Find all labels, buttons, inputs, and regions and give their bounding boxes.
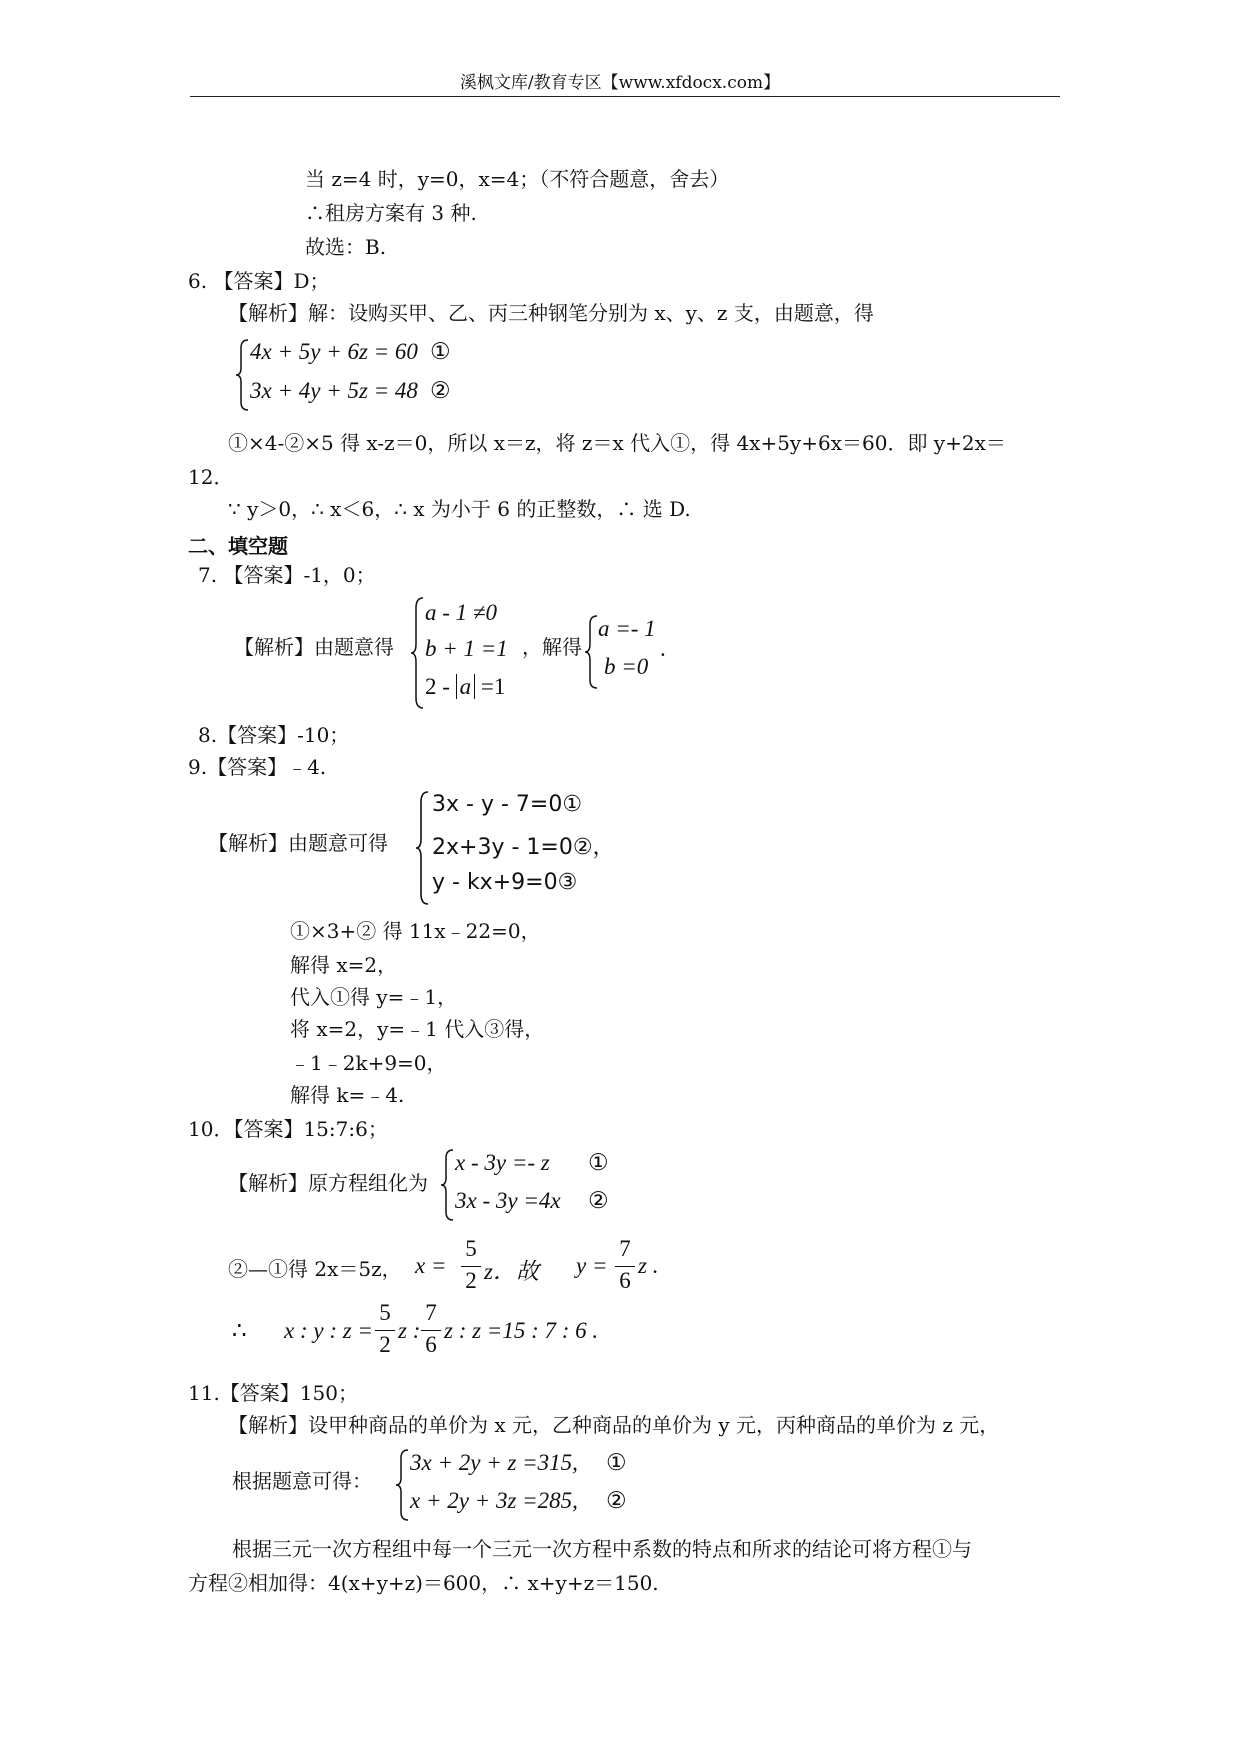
q11-line-1: 根据三元一次方程组中每一个三元一次方程中系数的特点和所求的结论可将方程①与 [232, 1537, 972, 1561]
q10-eq2: 3x - 3y =4x [455, 1188, 561, 1213]
q6-eq1-mark: ① [430, 339, 451, 364]
page-header: 溪枫文库/教育专区【www.xfdocx.com】 [459, 73, 781, 93]
header-rule [190, 96, 1060, 97]
section-title: 二、填空题 [188, 534, 288, 558]
q10-frac-3-bar [375, 1330, 395, 1331]
q9-step-1: ①×3+② 得 11x﹣22=0， [290, 919, 541, 943]
q9-eq1: 3x - y - 7=0① [432, 792, 583, 817]
q7-eq2: b + 1 =1 [425, 636, 508, 661]
q9-eq2 [432, 830, 615, 861]
q9-step-5: ﹣1﹣2k+9=0， [290, 1051, 447, 1075]
q6-eq1: 4x + 5y + 6z = 60 [250, 339, 418, 364]
q10-frac-2-bar [615, 1266, 635, 1267]
q10-frac-3-num: 5 [379, 1300, 391, 1325]
q6-eq2-mark: ② [430, 378, 451, 403]
q10-frac-2 [614, 1236, 636, 1296]
q7-eq1: a - 1 ≠0 [425, 600, 498, 625]
q10-ratio-c: z : z =15 : 7 : 6 . [444, 1318, 599, 1343]
q11-analysis: 【解析】设甲种商品的单价为 x 元，乙种商品的单价为 y 元，丙种商品的单价为 z 元， [228, 1413, 1000, 1437]
q7-eq3-abs: a [456, 674, 476, 699]
q11-line-2: 方程②相加得：4(x+y+z)＝600，∴ x+y+z＝150. [188, 1571, 659, 1595]
q11-eq1-mark: ① [606, 1450, 627, 1475]
q7-answer: 7. 【答案】-1，0； [198, 563, 376, 587]
q11-eq2-mark: ② [606, 1488, 627, 1513]
q9-step-4: 将 x=2，y=﹣1 代入③得， [290, 1017, 545, 1041]
q6-step1: ①×4-②×5 得 x-z＝0，所以 x＝z，将 z＝x 代入①，得 4x+5y+6x＝60．即 y+2x＝ [228, 431, 1006, 455]
q10-ratio-a: x : y : z = [284, 1318, 373, 1343]
q9-step-2: 解得 x=2， [290, 953, 398, 977]
q7-mid: ，解得 [522, 635, 582, 659]
q8-answer: 8.【答案】-10； [198, 723, 350, 747]
q11-eq2: x + 2y + 3z =285, [410, 1488, 578, 1513]
q10-frac-1-den: 2 [465, 1268, 477, 1293]
q10-eq1-mark: ① [588, 1150, 609, 1175]
q10-step-prefix: ②—①得 2x＝5z， [228, 1257, 402, 1281]
cont-line-2: ∴租房方案有 3 种. [305, 201, 477, 225]
q10-ratio-sym: ∴ [232, 1318, 247, 1343]
q10-frac-4-bar [421, 1330, 441, 1331]
q7-sol2: b =0 [604, 654, 649, 679]
q10-frac-1-bar [461, 1266, 481, 1267]
q9-step-3: 代入①得 y=﹣1， [290, 985, 458, 1009]
q9-brace [416, 790, 432, 906]
q9-eq2-comma: ， [592, 835, 615, 860]
q9-answer: 9.【答案】﹣4. [188, 755, 327, 779]
q6-analysis: 【解析】解：设购买甲、乙、丙三种钢笔分别为 x、y、z 支，由题意，得 [228, 301, 874, 325]
q6-step2: ∵ y＞0，∴ x＜6，∴ x 为小于 6 的正整数，∴ 选 D. [228, 497, 691, 521]
q10-frac-2-den: 6 [619, 1268, 631, 1293]
q10-step-z2: z . [638, 1253, 659, 1278]
q7-sol1: a =- 1 [598, 616, 656, 641]
q11-eq1: 3x + 2y + z =315, [410, 1450, 578, 1475]
q9-eq3: y - kx+9=0③ [432, 870, 578, 895]
q10-frac-4 [420, 1300, 442, 1360]
q10-frac-4-num: 7 [425, 1300, 437, 1325]
q10-eq2-mark: ② [588, 1188, 609, 1213]
q10-frac-4-den: 6 [425, 1332, 437, 1357]
q9-eq2-text: 2x+3y - 1=0② [432, 835, 593, 860]
q11-answer: 11.【答案】150； [188, 1381, 358, 1405]
q6-answer: 6. 【答案】D； [188, 269, 330, 293]
q10-ratio-b: z : [398, 1318, 421, 1343]
q10-answer: 10．【答案】15:7:6； [188, 1117, 388, 1141]
q7-analysis-prefix: 【解析】由题意得 [234, 635, 394, 659]
cont-line-3: 故选：B. [305, 235, 387, 259]
q7-end: . [660, 636, 666, 661]
q10-step-y: y = [576, 1253, 608, 1278]
q10-frac-3 [374, 1300, 396, 1360]
q10-frac-2-num: 7 [619, 1236, 631, 1261]
q10-frac-3-den: 2 [379, 1332, 391, 1357]
q10-eq1: x - 3y =- z [455, 1150, 550, 1175]
cont-line-1: 当 z=4 时，y=0，x=4；（不符合题意，舍去） [305, 167, 730, 191]
q6-step1b: 12． [188, 465, 234, 489]
q11-prefix: 根据题意可得： [232, 1469, 372, 1493]
q10-analysis-prefix: 【解析】原方程组化为 [228, 1171, 428, 1195]
q6-eq2: 3x + 4y + 5z = 48 [250, 378, 418, 403]
q10-step-x: x = [415, 1253, 447, 1278]
q10-frac-1 [460, 1236, 482, 1296]
q9-step-6: 解得 k=﹣4. [290, 1083, 405, 1107]
q7-eq3 [425, 674, 505, 700]
q7-eq3-c: =1 [475, 674, 506, 699]
q10-step-z1: z．故 [484, 1259, 539, 1284]
q9-analysis-prefix: 【解析】由题意可得 [208, 831, 388, 855]
q7-eq3-a: 2 - [425, 674, 456, 699]
q10-frac-1-num: 5 [465, 1236, 477, 1261]
